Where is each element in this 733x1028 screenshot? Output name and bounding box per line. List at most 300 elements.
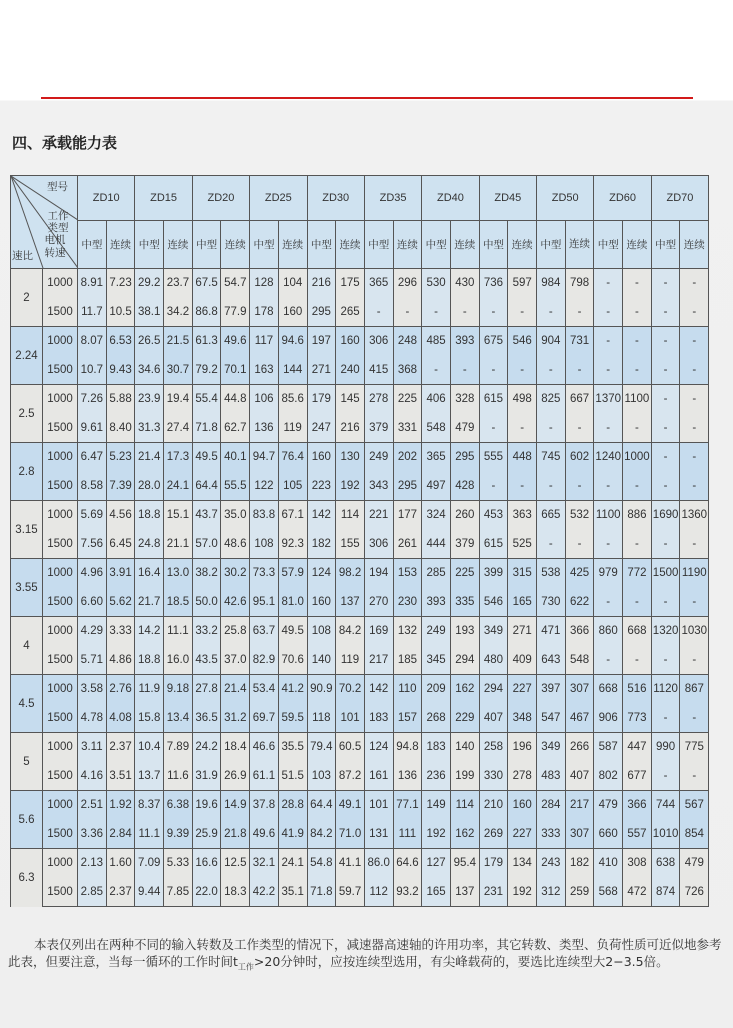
power-cell: 155 [336, 530, 365, 559]
type-header-medium: 中型 [651, 221, 680, 269]
power-cell: 43.7 [192, 501, 221, 530]
power-cell: 430 [450, 269, 479, 298]
power-cell: 73.3 [250, 559, 279, 588]
power-cell: 5.33 [164, 849, 193, 878]
power-cell: 7.23 [106, 269, 135, 298]
power-cell: 131 [364, 820, 393, 849]
power-cell: 70.2 [336, 675, 365, 704]
power-cell: 165 [422, 878, 451, 907]
power-cell: 104 [278, 269, 307, 298]
power-cell: 240 [336, 356, 365, 385]
power-cell: 538 [537, 559, 566, 588]
model-header: ZD25 [250, 176, 307, 221]
power-cell: 2.84 [106, 820, 135, 849]
power-cell: 410 [594, 849, 623, 878]
power-cell: - [680, 646, 709, 675]
power-cell: 1320 [651, 617, 680, 646]
power-cell: 28.8 [278, 791, 307, 820]
power-cell: 271 [508, 617, 537, 646]
power-cell: 64.4 [307, 791, 336, 820]
power-cell: 16.0 [164, 646, 193, 675]
model-header: ZD60 [594, 176, 651, 221]
power-cell: - [680, 472, 709, 501]
header-rule [41, 97, 693, 99]
model-header: ZD30 [307, 176, 364, 221]
power-cell: 7.85 [164, 878, 193, 907]
power-cell: 643 [537, 646, 566, 675]
power-cell: 28.0 [135, 472, 164, 501]
power-cell: 22.0 [192, 878, 221, 907]
power-cell: 34.2 [164, 298, 193, 327]
power-cell: 15.8 [135, 704, 164, 733]
table-row [11, 269, 709, 298]
power-cell: 32.1 [250, 849, 279, 878]
type-header-medium: 中型 [422, 221, 451, 269]
power-cell: 136 [250, 414, 279, 443]
power-cell: 7.56 [78, 530, 107, 559]
power-cell: - [565, 472, 594, 501]
power-cell: - [594, 269, 623, 298]
power-cell: 19.6 [192, 791, 221, 820]
power-cell: 349 [479, 617, 508, 646]
power-cell: 124 [364, 733, 393, 762]
speed-cell: 1500 [43, 762, 78, 791]
power-cell: 163 [250, 356, 279, 385]
power-cell: 145 [336, 385, 365, 414]
power-cell: 18.5 [164, 588, 193, 617]
model-header: ZD45 [479, 176, 536, 221]
power-cell: 30.2 [221, 559, 250, 588]
power-cell: 202 [393, 443, 422, 472]
power-cell: 76.4 [278, 443, 307, 472]
power-cell: 227 [508, 820, 537, 849]
power-cell: 179 [479, 849, 508, 878]
power-cell: 48.6 [221, 530, 250, 559]
power-cell: 366 [565, 617, 594, 646]
power-cell: 271 [307, 356, 336, 385]
speed-cell: 1000 [43, 559, 78, 588]
power-cell: 568 [594, 878, 623, 907]
power-cell: 312 [537, 878, 566, 907]
power-cell: 227 [508, 675, 537, 704]
power-cell: 597 [508, 269, 537, 298]
power-cell: 114 [450, 791, 479, 820]
power-cell: 1000 [623, 443, 652, 472]
power-cell: 55.5 [221, 472, 250, 501]
type-header-continuous: 连续 [221, 221, 250, 269]
type-header-continuous: 连续 [278, 221, 307, 269]
power-cell: 260 [450, 501, 479, 530]
power-cell: 10.7 [78, 356, 107, 385]
table-row [11, 675, 709, 704]
power-cell: 874 [651, 878, 680, 907]
power-cell: 162 [450, 675, 479, 704]
power-cell: 79.2 [192, 356, 221, 385]
power-cell: 63.7 [250, 617, 279, 646]
table-row [11, 820, 709, 849]
power-cell: 55.4 [192, 385, 221, 414]
power-cell: 772 [623, 559, 652, 588]
power-cell: 296 [393, 269, 422, 298]
power-cell: 21.1 [164, 530, 193, 559]
header-row-models [11, 176, 709, 221]
power-cell: 142 [307, 501, 336, 530]
power-cell: 70.1 [221, 356, 250, 385]
power-cell: 236 [422, 762, 451, 791]
power-cell: 2.37 [106, 878, 135, 907]
section-title: 四、承载能力表 [12, 134, 118, 152]
table-row [11, 617, 709, 646]
power-cell: 407 [479, 704, 508, 733]
table-row [11, 298, 709, 327]
power-cell: 92.3 [278, 530, 307, 559]
power-cell: 315 [508, 559, 537, 588]
power-cell: 24.1 [278, 849, 307, 878]
power-cell: - [623, 588, 652, 617]
power-cell: 546 [479, 588, 508, 617]
power-cell: 53.4 [250, 675, 279, 704]
power-cell: 665 [537, 501, 566, 530]
table-row [11, 356, 709, 385]
ratio-cell: 2.24 [11, 327, 43, 385]
power-cell: - [651, 530, 680, 559]
type-header-continuous: 连续 [450, 221, 479, 269]
power-cell: - [680, 414, 709, 443]
power-cell: 557 [623, 820, 652, 849]
power-cell: 379 [450, 530, 479, 559]
power-cell: 675 [479, 327, 508, 356]
power-cell: 11.1 [164, 617, 193, 646]
power-cell: 95.4 [450, 849, 479, 878]
power-cell: - [508, 356, 537, 385]
power-cell: 217 [565, 791, 594, 820]
power-cell: 6.60 [78, 588, 107, 617]
power-cell: 30.7 [164, 356, 193, 385]
power-cell: 144 [278, 356, 307, 385]
power-cell: 8.91 [78, 269, 107, 298]
footnote-text: 本表仅列出在两种不同的输入转数及工作类型的情况下，减速器高速轴的许用功率，其它转数、类型、负荷性质可近似地参考此表，但要注意，当每一循环的工作时间t [8, 937, 722, 969]
power-cell: 108 [307, 617, 336, 646]
power-cell: 67.1 [278, 501, 307, 530]
power-cell: 42.6 [221, 588, 250, 617]
footnote [8, 936, 723, 976]
ratio-cell: 5.6 [11, 791, 43, 849]
power-cell: 498 [508, 385, 537, 414]
speed-cell: 1500 [43, 588, 78, 617]
power-cell: 3.11 [78, 733, 107, 762]
power-cell: 2.13 [78, 849, 107, 878]
power-cell: - [565, 298, 594, 327]
power-cell: - [651, 704, 680, 733]
power-cell: 11.7 [78, 298, 107, 327]
power-cell: 726 [680, 878, 709, 907]
power-cell: - [594, 530, 623, 559]
power-cell: - [508, 414, 537, 443]
power-cell: 1010 [651, 820, 680, 849]
power-cell: 284 [537, 791, 566, 820]
power-cell: 140 [307, 646, 336, 675]
table-row [11, 501, 709, 530]
power-cell: - [680, 704, 709, 733]
table-row [11, 646, 709, 675]
type-header-medium: 中型 [192, 221, 221, 269]
power-cell: 16.4 [135, 559, 164, 588]
power-cell: 4.16 [78, 762, 107, 791]
power-cell: 118 [307, 704, 336, 733]
power-cell: 4.86 [106, 646, 135, 675]
power-cell: 117 [250, 327, 279, 356]
power-cell: 95.1 [250, 588, 279, 617]
power-cell: - [422, 298, 451, 327]
power-cell: 906 [594, 704, 623, 733]
power-cell: 407 [565, 762, 594, 791]
power-cell: 31.3 [135, 414, 164, 443]
power-cell: 50.0 [192, 588, 221, 617]
power-cell: - [594, 588, 623, 617]
power-cell: - [537, 414, 566, 443]
power-cell: 258 [479, 733, 508, 762]
power-cell: 335 [450, 588, 479, 617]
ratio-cell: 5 [11, 733, 43, 791]
power-cell: - [651, 472, 680, 501]
power-cell: 295 [393, 472, 422, 501]
table-row [11, 762, 709, 791]
power-cell: 160 [278, 298, 307, 327]
power-cell: 307 [565, 820, 594, 849]
model-header: ZD40 [422, 176, 479, 221]
power-cell: 216 [336, 414, 365, 443]
power-cell: 365 [422, 443, 451, 472]
speed-cell: 1500 [43, 878, 78, 907]
power-cell: 119 [278, 414, 307, 443]
power-cell: - [651, 588, 680, 617]
type-header-medium: 中型 [78, 221, 107, 269]
power-cell: 33.2 [192, 617, 221, 646]
power-cell: 307 [565, 675, 594, 704]
power-cell: 82.9 [250, 646, 279, 675]
power-cell: 397 [537, 675, 566, 704]
power-cell: 127 [422, 849, 451, 878]
power-cell: 84.2 [336, 617, 365, 646]
table-row [11, 559, 709, 588]
power-cell: 247 [307, 414, 336, 443]
power-cell: 35.1 [278, 878, 307, 907]
power-cell: 854 [680, 820, 709, 849]
power-cell: 444 [422, 530, 451, 559]
power-cell: 324 [422, 501, 451, 530]
power-cell: 21.4 [221, 675, 250, 704]
power-cell: 330 [479, 762, 508, 791]
power-cell: 157 [393, 704, 422, 733]
power-cell: 5.71 [78, 646, 107, 675]
type-header-continuous: 连续 [164, 221, 193, 269]
table-row [11, 443, 709, 472]
power-cell: 736 [479, 269, 508, 298]
power-cell: 192 [508, 878, 537, 907]
power-cell: 85.6 [278, 385, 307, 414]
power-cell: 128 [250, 269, 279, 298]
power-cell: 114 [336, 501, 365, 530]
power-cell: 379 [364, 414, 393, 443]
power-cell: 9.61 [78, 414, 107, 443]
power-cell: - [594, 646, 623, 675]
power-cell: 71.0 [336, 820, 365, 849]
power-cell: 175 [336, 269, 365, 298]
power-cell: 306 [364, 327, 393, 356]
power-cell: 406 [422, 385, 451, 414]
power-cell: 268 [422, 704, 451, 733]
power-cell: 1030 [680, 617, 709, 646]
power-cell: 2.85 [78, 878, 107, 907]
power-cell: 409 [508, 646, 537, 675]
power-cell: 81.0 [278, 588, 307, 617]
power-cell: 668 [594, 675, 623, 704]
power-cell: 149 [422, 791, 451, 820]
power-cell: 1500 [651, 559, 680, 588]
type-header-medium: 中型 [250, 221, 279, 269]
power-cell: 1360 [680, 501, 709, 530]
power-cell: 904 [537, 327, 566, 356]
power-cell: 567 [680, 791, 709, 820]
power-cell: - [651, 298, 680, 327]
power-cell: 59.5 [278, 704, 307, 733]
power-cell: 1240 [594, 443, 623, 472]
power-cell: 38.2 [192, 559, 221, 588]
power-cell: 34.6 [135, 356, 164, 385]
speed-cell: 1500 [43, 704, 78, 733]
power-cell: 480 [479, 646, 508, 675]
model-header: ZD70 [651, 176, 708, 221]
power-cell: 46.6 [250, 733, 279, 762]
power-cell: 249 [422, 617, 451, 646]
power-cell: 825 [537, 385, 566, 414]
power-cell: - [651, 443, 680, 472]
power-cell: - [651, 646, 680, 675]
power-cell: 1690 [651, 501, 680, 530]
power-cell: - [594, 327, 623, 356]
power-cell: 16.6 [192, 849, 221, 878]
power-cell: 555 [479, 443, 508, 472]
type-header-medium: 中型 [479, 221, 508, 269]
power-cell: 182 [565, 849, 594, 878]
ratio-cell: 3.15 [11, 501, 43, 559]
power-cell: 9.43 [106, 356, 135, 385]
power-cell: 306 [364, 530, 393, 559]
power-cell: 295 [307, 298, 336, 327]
power-cell: 415 [364, 356, 393, 385]
power-cell: 3.58 [78, 675, 107, 704]
power-cell: 775 [680, 733, 709, 762]
power-cell: 294 [479, 675, 508, 704]
power-cell: 21.8 [221, 820, 250, 849]
type-header-medium: 中型 [364, 221, 393, 269]
speed-cell: 1000 [43, 791, 78, 820]
power-cell: 77.9 [221, 298, 250, 327]
power-cell: 548 [422, 414, 451, 443]
power-cell: - [623, 269, 652, 298]
power-cell: 38.1 [135, 298, 164, 327]
power-cell: - [623, 356, 652, 385]
power-cell: 24.2 [192, 733, 221, 762]
power-cell: 177 [393, 501, 422, 530]
power-cell: 17.3 [164, 443, 193, 472]
power-cell: 137 [336, 588, 365, 617]
power-cell: 86.8 [192, 298, 221, 327]
power-cell: - [623, 472, 652, 501]
power-cell: 199 [450, 762, 479, 791]
power-cell: 14.9 [221, 791, 250, 820]
power-cell: 62.7 [221, 414, 250, 443]
table-row [11, 385, 709, 414]
power-cell: - [565, 356, 594, 385]
power-cell: - [623, 298, 652, 327]
power-cell: 8.37 [135, 791, 164, 820]
power-cell: 57.9 [278, 559, 307, 588]
power-cell: - [623, 327, 652, 356]
power-cell: 42.2 [250, 878, 279, 907]
power-cell: 249 [364, 443, 393, 472]
power-cell: 26.9 [221, 762, 250, 791]
footnote-text-2: >20分钟时，应按连续型选用，有尖峰载荷的，要选比连续型大2−3.5倍。 [253, 954, 669, 969]
power-cell: 60.5 [336, 733, 365, 762]
power-cell: 216 [307, 269, 336, 298]
power-cell: 27.8 [192, 675, 221, 704]
power-cell: 24.8 [135, 530, 164, 559]
power-cell: 615 [479, 530, 508, 559]
power-cell: 193 [450, 617, 479, 646]
speed-cell: 1500 [43, 646, 78, 675]
power-cell: - [680, 530, 709, 559]
power-cell: 660 [594, 820, 623, 849]
power-cell: 11.1 [135, 820, 164, 849]
power-cell: 21.5 [164, 327, 193, 356]
power-cell: 1100 [623, 385, 652, 414]
power-cell: 8.07 [78, 327, 107, 356]
power-cell: 261 [393, 530, 422, 559]
power-cell: 37.0 [221, 646, 250, 675]
power-cell: 979 [594, 559, 623, 588]
power-cell: 677 [623, 762, 652, 791]
power-cell: 744 [651, 791, 680, 820]
power-cell: 7.09 [135, 849, 164, 878]
model-header: ZD35 [364, 176, 421, 221]
power-cell: 485 [422, 327, 451, 356]
power-cell: 266 [565, 733, 594, 762]
power-cell: 124 [307, 559, 336, 588]
power-cell: 49.6 [250, 820, 279, 849]
table-row [11, 849, 709, 878]
power-cell: 230 [393, 588, 422, 617]
power-cell: 349 [537, 733, 566, 762]
power-cell: 278 [508, 762, 537, 791]
power-cell: 447 [623, 733, 652, 762]
power-cell: 984 [537, 269, 566, 298]
power-cell: - [479, 356, 508, 385]
power-cell: 71.8 [192, 414, 221, 443]
power-cell: 802 [594, 762, 623, 791]
power-cell: 41.9 [278, 820, 307, 849]
ratio-cell: 4 [11, 617, 43, 675]
model-header: ZD10 [78, 176, 135, 221]
power-cell: 11.9 [135, 675, 164, 704]
power-cell: - [450, 356, 479, 385]
speed-cell: 1000 [43, 617, 78, 646]
ratio-label: 速比 [12, 250, 33, 262]
corner-header [11, 176, 78, 269]
power-cell: 328 [450, 385, 479, 414]
type-header-medium: 中型 [594, 221, 623, 269]
power-cell: 71.8 [307, 878, 336, 907]
